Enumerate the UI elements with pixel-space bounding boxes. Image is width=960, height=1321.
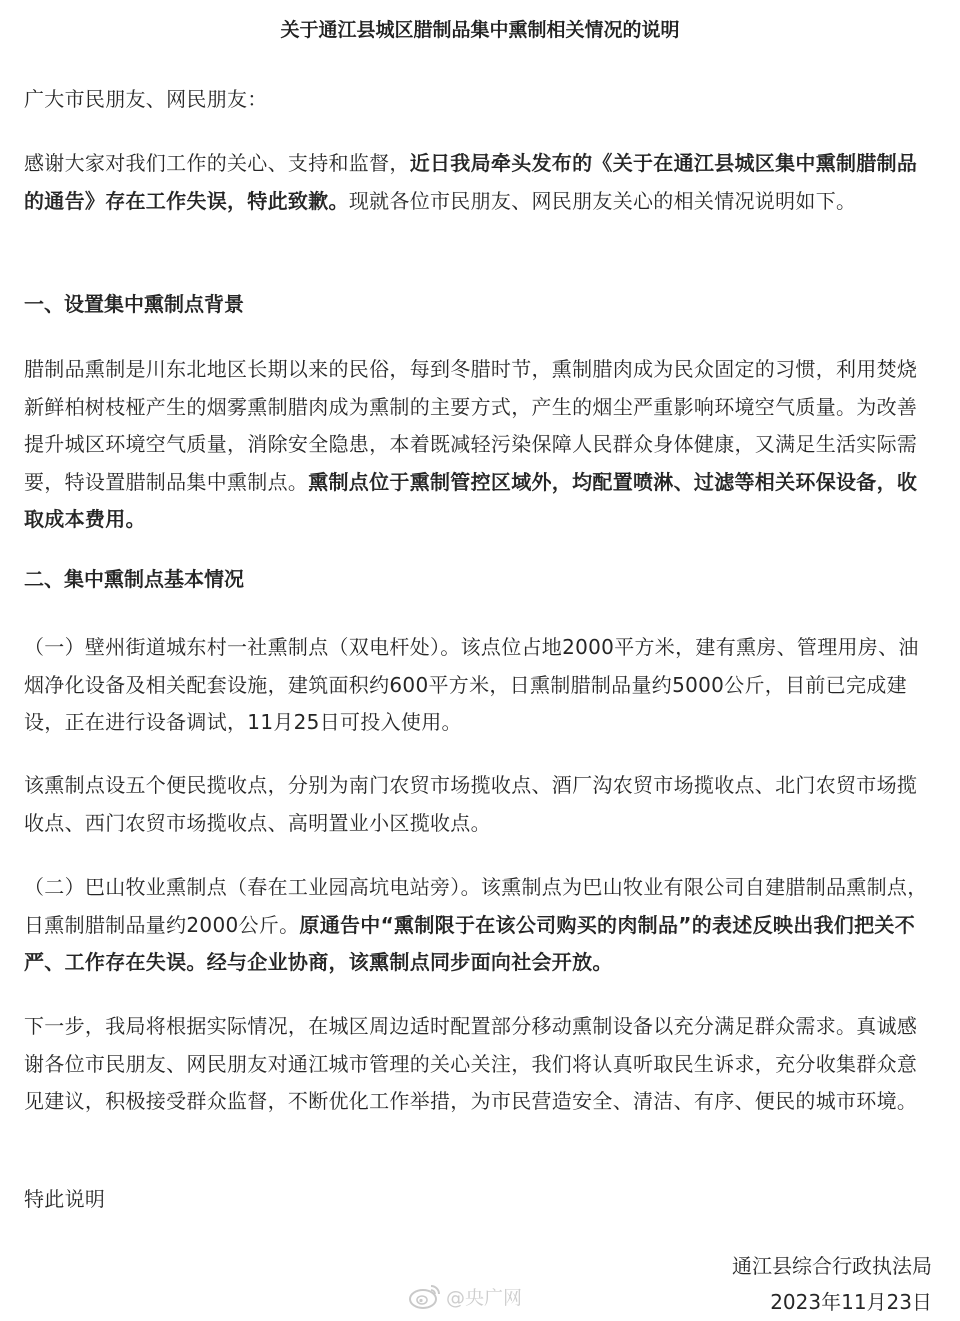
document-title: 关于通江县城区腊制品集中熏制相关情况的说明 [280, 19, 680, 41]
section-1-paragraph [24, 351, 936, 539]
intro-text-2: 现就各位市民朋友、网民朋友关心的相关情况说明如下。 [348, 188, 857, 213]
watermark-text: @央广网 [446, 1286, 523, 1309]
section-1-heading: 一、设置集中熏制点背景 [24, 292, 244, 316]
special-note: 特此说明 [24, 1187, 106, 1211]
intro-paragraph [24, 145, 936, 220]
closing-paragraph: 下一步，我局将根据实际情况，在城区周边适时配置部分移动熏制设备以充分满足群众需求。真诚感谢各位市民朋友、网民朋友对通江城市管理的关心关注，我们将认真听取民生诉求，充分收集群众意见建议，积极接受群众监督，不断优化工作举措，为市民营造安全、清洁、有序、便民的城市环境。 [24, 1014, 918, 1113]
section-2-item-2-bold-text: 原通告中“熏制限于在该公司购买的肉制品”的表述反映出我们把关不严、工作存在失误。经与企业协商，该熏制点同步面向社会开放。 [24, 912, 915, 974]
section-1-bold-text: 熏制点位于熏制管控区域外，均配置喷淋、过滤等相关环保设备，收取成本费用。 [24, 469, 918, 531]
intro-text-1: 感谢大家对我们工作的关心、支持和监督， [24, 151, 410, 175]
section-1-text: 腊制品熏制是川东北地区长期以来的民俗，每到冬腊时节，熏制腊肉成为民众固定的习惯，利用焚烧新鲜柏树枝桠产生的烟雾熏制腊肉成为熏制的主要方式，产生的烟尘严重影响环境空气质量。为改善提升城区环境空气质量，消除安全隐患，本着既减轻污染保障人民群众身体健康，又满足生活实际需要，特设置腊制品集中熏制点。 [24, 357, 918, 494]
weibo-icon [408, 1282, 442, 1310]
section-2-heading: 二、集中熏制点基本情况 [24, 567, 244, 591]
source-watermark [408, 1278, 522, 1314]
intro-apology: 近日我局牵头发布的《关于在通江县城区集中熏制腊制品的通告》存在工作失误，特此致歉。 [24, 151, 918, 213]
section-2-item-1-collection-points: 该熏制点设五个便民揽收点，分别为南门农贸市场揽收点、酒厂沟农贸市场揽收点、北门农贸市场揽收点、西门农贸市场揽收点、高明置业小区揽收点。 [24, 773, 918, 835]
section-2-item-2-text: （二）巴山牧业熏制点（春在工业园高坑电站旁）。该熏制点为巴山牧业有限公司自建腊制品熏制点，日熏制腊制品量约2000公斤。 [24, 875, 928, 937]
section-2-item-1: （一）壁州街道城东村一社熏制点（双电杆处）。该点位占地2000平方米，建有熏房、管理用房、油烟净化设备及相关配套设施，建筑面积约600平方米，日熏制腊制品量约5000公斤，目前已完成建设，正在进行设备调试，11月25日可投入使用。 [24, 635, 919, 734]
section-2-item-2 [24, 869, 936, 982]
signature-date: 2023年11月23日 [770, 1290, 932, 1314]
greeting: 广大市民朋友、网民朋友： [24, 87, 268, 111]
signature-org: 通江县综合行政执法局 [732, 1254, 932, 1278]
